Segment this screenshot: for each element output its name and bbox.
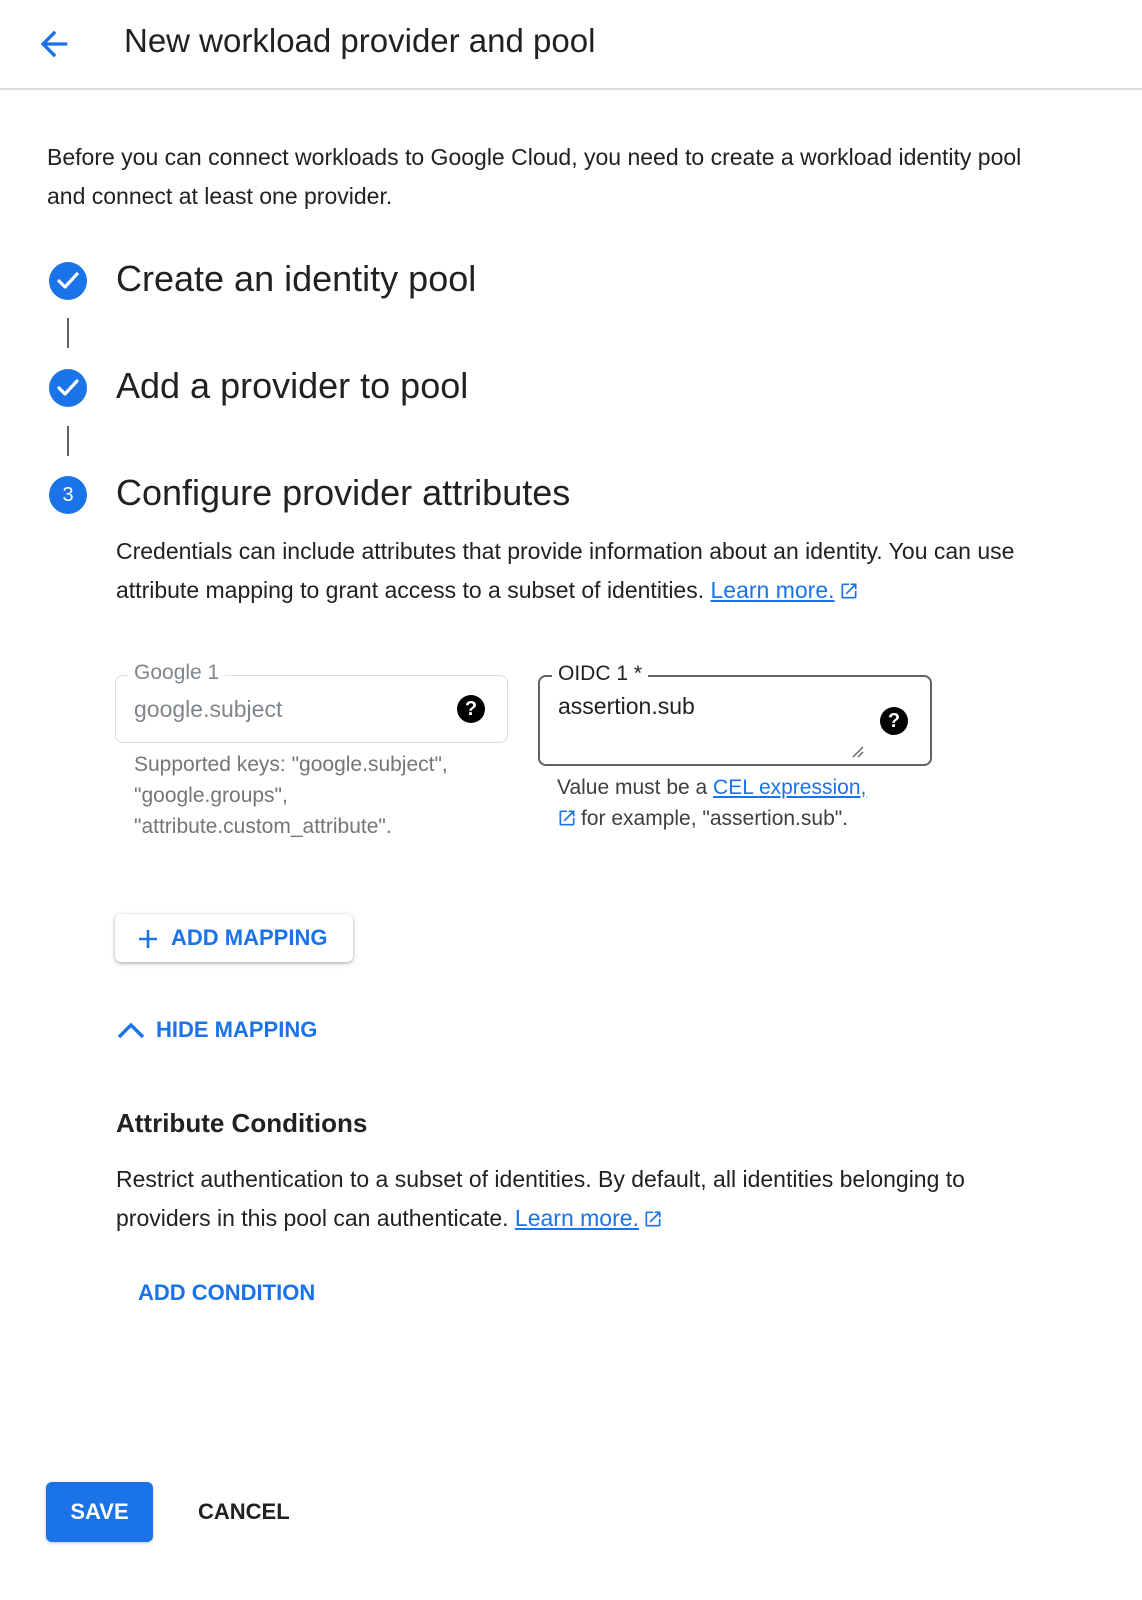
learn-more-link[interactable]: Learn more. <box>710 577 835 603</box>
open-in-new-icon <box>557 808 577 828</box>
help-icon[interactable]: ? <box>457 695 485 723</box>
add-mapping-button[interactable]: ADD MAPPING <box>115 914 353 962</box>
step-3-number-badge <box>49 476 87 514</box>
back-button[interactable] <box>34 24 74 64</box>
google-field-label: Google 1 <box>128 661 225 685</box>
learn-more-link[interactable]: Learn more. <box>514 1205 639 1231</box>
google-field-hint: Supported keys: "google.subject", "google.groups", "attribute.custom_attribute". <box>134 753 448 838</box>
chevron-up-icon <box>116 1020 146 1040</box>
intro-text: Before you can connect workloads to Google Cloud, you need to create a workload identity pool and connect at least one provider. <box>47 144 1022 209</box>
open-in-new-icon <box>839 581 859 601</box>
step-connector <box>67 318 69 348</box>
oidc-field-value[interactable]: assertion.sub <box>558 693 695 719</box>
step-number: 3 <box>62 484 74 506</box>
step-1-title: Create an identity pool <box>116 258 477 299</box>
help-icon[interactable]: ? <box>880 707 908 735</box>
oidc-field-label: OIDC 1 * <box>552 662 648 686</box>
page-title: New workload provider and pool <box>124 22 596 59</box>
oidc-field-hint: Value must be a CEL expression, for example, "assertion.sub". <box>557 776 867 830</box>
oidc-attribute-field[interactable] <box>538 662 932 766</box>
plus-icon <box>136 927 160 951</box>
google-attribute-field[interactable] <box>115 661 508 743</box>
step-2-title: Add a provider to pool <box>116 365 469 406</box>
step-connector <box>67 426 69 456</box>
attribute-conditions-title: Attribute Conditions <box>116 1108 368 1138</box>
add-condition-button[interactable]: ADD CONDITION <box>138 1280 316 1305</box>
page-header <box>0 0 1142 90</box>
google-field-value[interactable]: google.subject <box>134 696 283 722</box>
step-3-description: Credentials can include attributes that provide information about an identity. You can use attribute mapping to grant access to a subset of identities. Learn more. <box>116 538 1015 603</box>
attribute-conditions-description: Restrict authentication to a subset of identities. By default, all identities belonging to providers in this pool can authenticate. Learn more. <box>116 1166 965 1231</box>
cel-expression-link[interactable]: CEL expression, <box>713 776 867 799</box>
check-circle-icon <box>49 369 87 407</box>
arrow-back-icon[interactable] <box>34 24 74 64</box>
open-in-new-icon <box>643 1209 663 1229</box>
save-button[interactable]: SAVE <box>46 1482 153 1542</box>
check-circle-icon <box>49 262 87 300</box>
resize-handle-icon[interactable] <box>850 744 864 758</box>
step-3-title: Configure provider attributes <box>116 472 571 513</box>
cancel-button[interactable]: CANCEL <box>198 1499 290 1524</box>
